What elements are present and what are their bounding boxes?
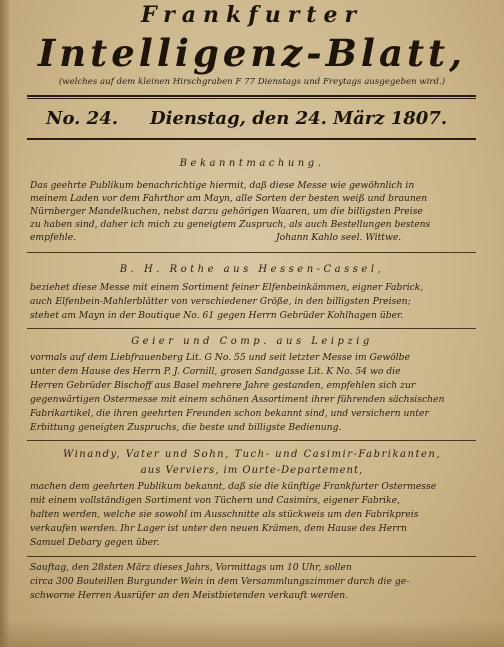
notice-line: zu haben sind, daher ich mich zu geneigtem Zuspruch, als auch Bestellungen bestens <box>30 219 431 230</box>
advert-line: Samuel Debary gegen über. <box>30 537 160 548</box>
section-divider <box>27 252 476 253</box>
notice-line: meinem Laden vor dem Fahrthor am Mayn, alle Sorten der besten weiß und braunen <box>30 193 428 204</box>
advert-line: gegenwärtigen Ostermesse mit einem schönen Assortiment ihrer führenden sächsischen <box>30 394 445 405</box>
masthead-title-line2: Intelligenz-Blatt, <box>37 31 467 75</box>
advert-line: Fabrikartikel, die ihren geehrten Freunden schon bekannt sind, und versichern unter <box>30 408 429 419</box>
issue-date: Dienstag, den 24. März 1807. <box>150 108 448 129</box>
advert-line: machen dem geehrten Publikum bekannt, daß sie die künftige Frankfurter Ostermesse <box>30 481 437 492</box>
advert-line: Erbittung geneigten Zuspruchs, die beste und billigste Bedienung. <box>30 422 342 433</box>
notice-line: Sauftag, den 28sten März dieses Jahrs, Vormittags um 10 Uhr, sollen <box>30 562 352 573</box>
masthead-title-line1: Frankfurter <box>140 2 364 28</box>
advert-line: mit einem vollständigen Sortiment von Tüchern und Casimirs, eigener Fabrike, <box>30 495 400 506</box>
advert-line: verkaufen werden. Ihr Lager ist unter den neuen Krämen, dem Hause des Herrn <box>30 523 407 534</box>
advert-line: unter dem Hause des Herrn P. J. Cornill, grosen Sandgasse Lit. K No. 54 wo die <box>30 366 401 377</box>
masthead-rule-top <box>27 95 476 97</box>
notice-line: Nürnberger Mandelkuchen, nebst darzu gehörigen Waaren, um die billigsten Preise <box>30 206 423 217</box>
notice-line: Das geehrte Publikum benachrichtige hiermit, daß diese Messe wie gewöhnlich in <box>30 180 415 191</box>
paper-stain <box>0 620 504 647</box>
advert-heading: B. H. Rothe aus Hessen-Cassel, <box>119 264 385 275</box>
advert-line: beziehet diese Messe mit einem Sortiment feiner Elfenbeinkämmen, eigner Fabrick, <box>30 282 424 293</box>
notice-heading: Bekanntmachung. <box>179 158 325 169</box>
advert-heading: Geier und Comp. aus Leipzig <box>131 336 373 347</box>
advert-line: halten werden, welche sie sowohl im Ausschnitte als stückweis um den Fabrikpreis <box>30 509 419 520</box>
section-divider <box>27 440 476 441</box>
section-divider <box>27 556 476 557</box>
advert-line: stehet am Mayn in der Boutique No. 61 gegen Herrn Gebrüder Kohlhagen über. <box>30 310 404 321</box>
advert-line: auch Elfenbein-Mahlerblätter von verschiedener Größe, in den billigsten Preisen; <box>30 296 411 307</box>
page-spine-shadow <box>0 0 9 647</box>
advert-line: vormals auf dem Liebfrauenberg Lit. G No. 55 und seit letzter Messe im Gewölbe <box>30 352 410 363</box>
advert-heading: Winandy, Vater und Sohn, Tuch- und Casimir-Fabrikanten, <box>62 449 442 460</box>
section-divider <box>27 328 476 329</box>
masthead-rule-top-thin <box>27 98 476 99</box>
notice-line: empfehle. <box>30 232 77 243</box>
masthead-subtitle: (welches auf dem kleinen Hirschgraben F 77 Dienstags und Freytags ausgegeben wird.) <box>58 77 446 87</box>
dateline-rule-bottom <box>27 138 476 140</box>
issue-number: No. 24. <box>46 108 118 129</box>
advert-line: Herren Gebrüder Bischoff aus Basel mehrere Jahre gestanden, empfehlen sich zur <box>30 380 416 391</box>
notice-signature: Johann Kahlo seel. Wittwe. <box>276 232 402 243</box>
notice-line: schworne Herren Ausrüfer an den Meistbietenden verkauft werden. <box>30 590 349 601</box>
notice-line: circa 300 Bouteillen Burgunder Wein in dem Versammlungszimmer durch die ge- <box>30 576 410 587</box>
advert-subheading: aus Verviers, im Ourte-Departement, <box>140 465 364 476</box>
